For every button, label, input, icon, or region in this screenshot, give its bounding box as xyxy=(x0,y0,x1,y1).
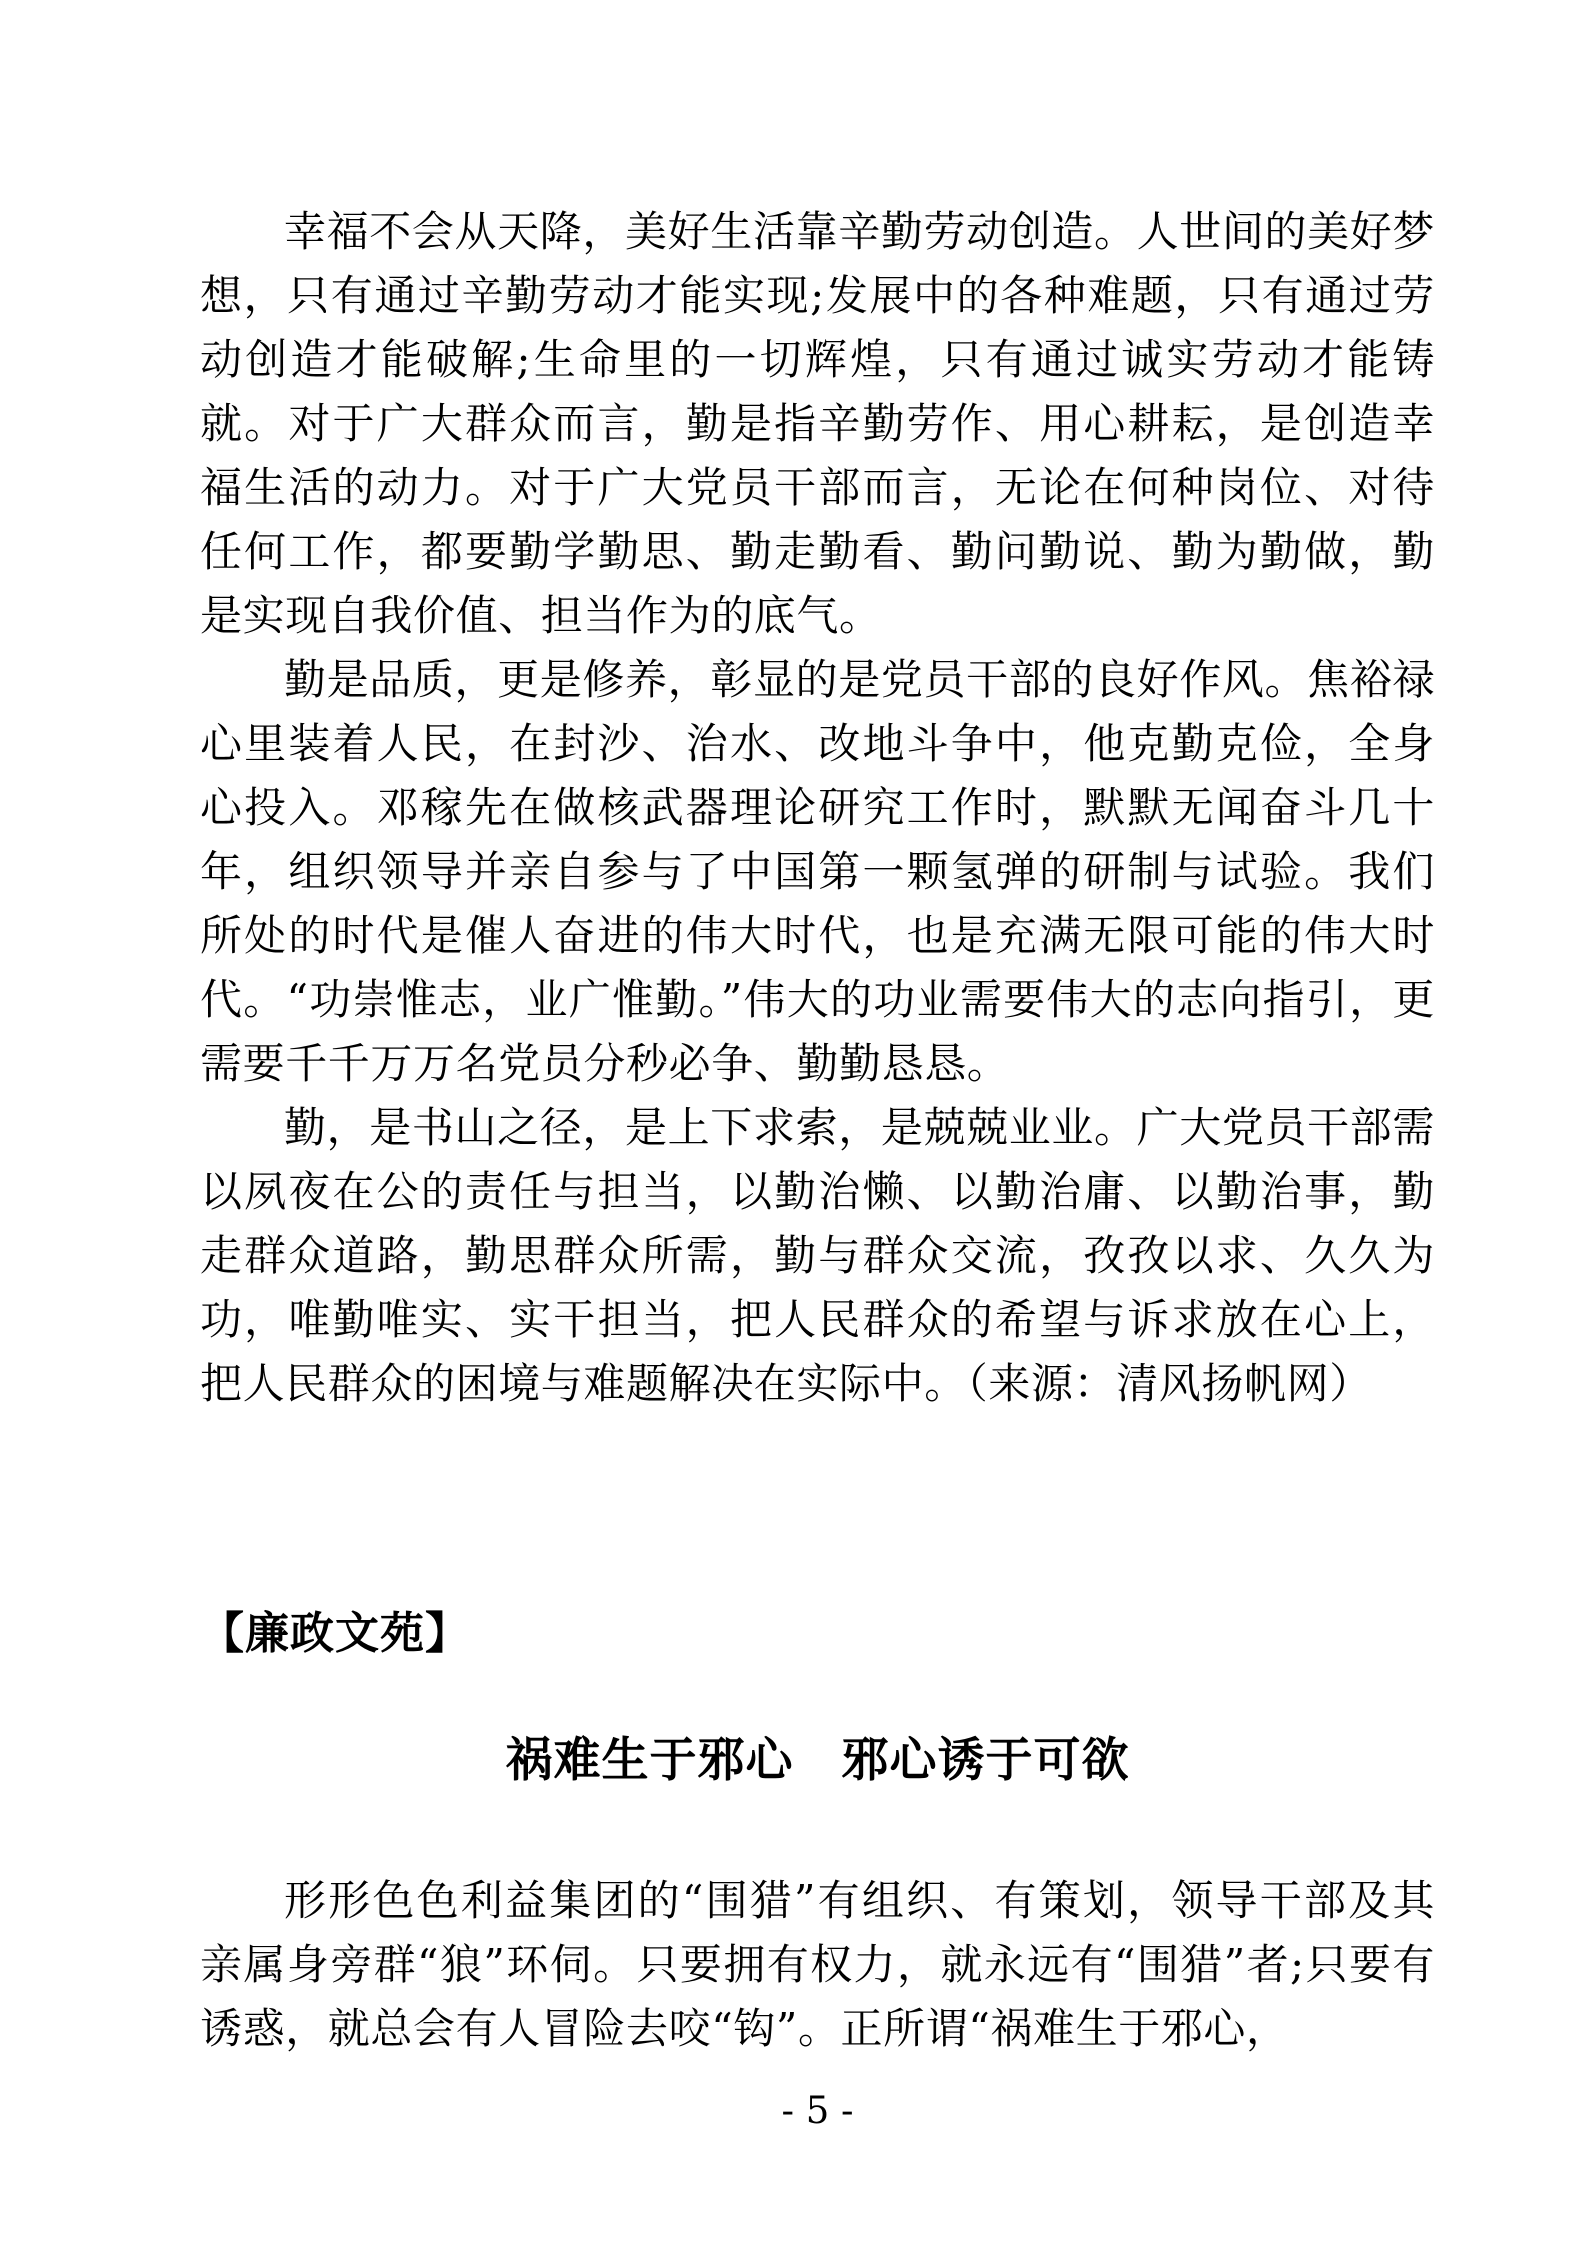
article-paragraph-1: 形形色色利益集团的“围猎”有组织、有策划，领导干部及其亲属身旁群“狼”环伺。只要拥有权力，就永远有“围猎”者;只要有诱惑，就总会有人冒险去咬“钩”。正所谓“祸难生于邪心， xyxy=(200,1876,1435,2053)
section-header: 【廉政文苑】 xyxy=(200,1608,470,1659)
body-paragraph-3: 勤，是书山之径，是上下求索，是兢兢业业。广大党员干部需以夙夜在公的责任与担当，以勤治懒、以勤治庸、以勤治事，勤走群众道路，勤思群众所需，勤与群众交流，孜孜以求、久久为功，唯勤唯实、实干担当，把人民群众的希望与诉求放在心上，把人民群众的困境与难题解决在实际中。（来源：清风扬帆网） xyxy=(200,1103,1435,1408)
body-paragraph-1: 幸福不会从天降，美好生活靠辛勤劳动创造。人世间的美好梦想，只有通过辛勤劳动才能实现;发展中的各种难题，只有通过劳动创造才能破解;生命里的一切辉煌，只有通过诚实劳动才能铸就。对于广大群众而言，勤是指辛勤劳作、用心耕耘，是创造幸福生活的动力。对于广大党员干部而言，无论在何种岗位、对待任何工作，都要勤学勤思、勤走勤看、勤问勤说、勤为勤做，勤是实现自我价值、担当作为的底气。 xyxy=(200,207,1435,640)
article-title: 祸难生于邪心 邪心诱于可欲 xyxy=(505,1733,1130,1788)
page-number: - 5 - xyxy=(781,2089,854,2132)
body-paragraph-2: 勤是品质，更是修养，彰显的是党员干部的良好作风。焦裕禄心里装着人民，在封沙、治水、改地斗争中，他克勤克俭，全身心投入。邓稼先在做核武器理论研究工作时，默默无闻奋斗几十年，组织领导并亲自参与了中国第一颗氢弹的研制与试验。我们所处的时代是催人奋进的伟大时代，也是充满无限可能的伟大时代。“功崇惟志，业广惟勤。”伟大的功业需要伟大的志向指引，更需要千千万万名党员分秒必争、勤勤恳恳。 xyxy=(200,655,1435,1088)
text-block xyxy=(200,0,1435,2135)
